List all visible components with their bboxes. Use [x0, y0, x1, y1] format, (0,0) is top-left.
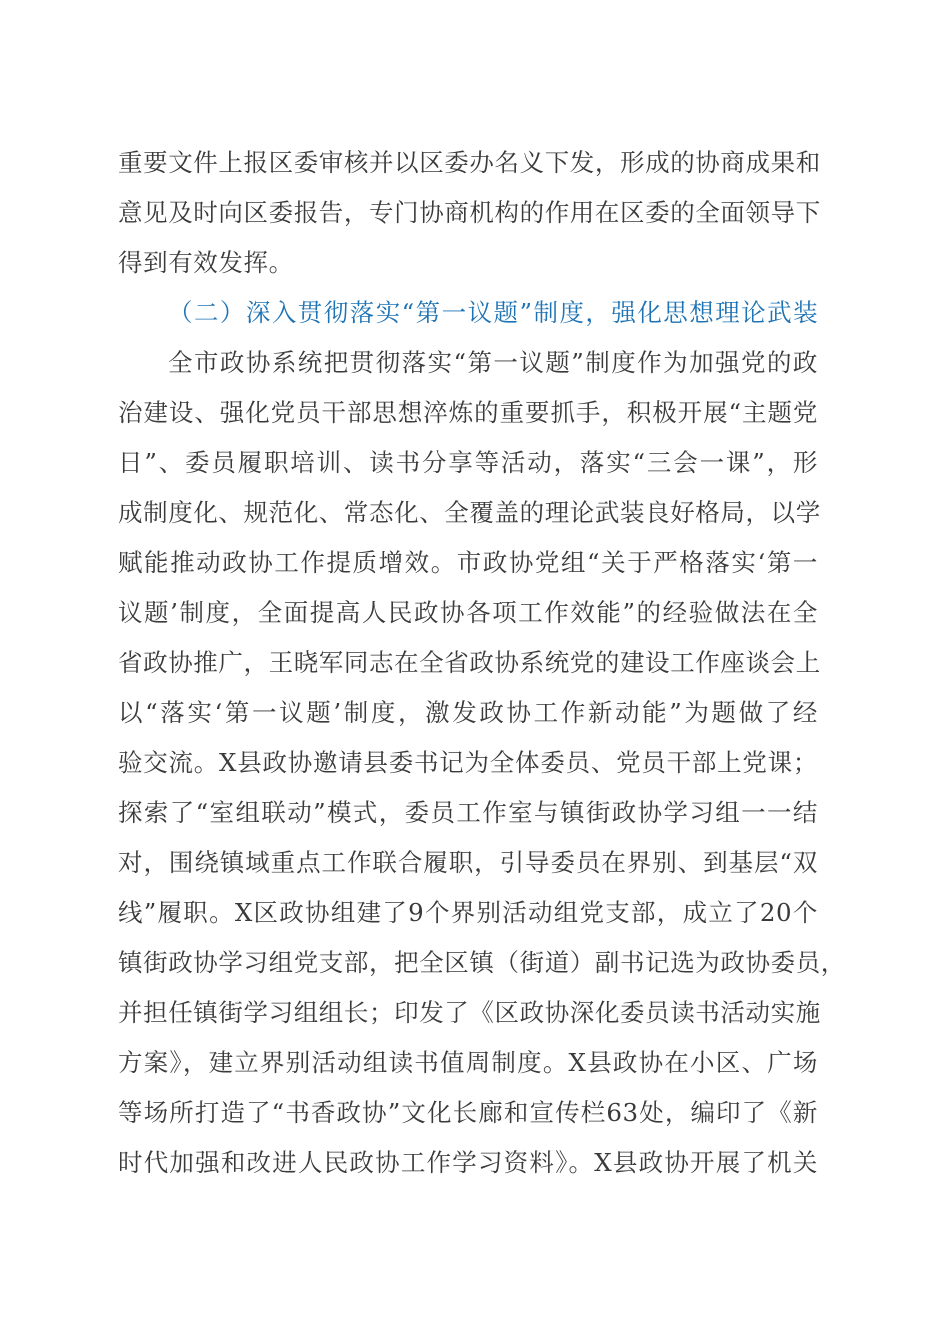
paragraph-line: 时代加强和改进人民政协工作学习资料》。X县政协开展了机关 [118, 1148, 818, 1177]
paragraph-line: 探索了“室组联动”模式，委员工作室与镇街政协学习组一一结 [118, 798, 818, 827]
paragraph-line: 对，围绕镇域重点工作联合履职，引导委员在界别、到基层“双 [118, 848, 818, 877]
paragraph-line: 并担任镇街学习组组长；印发了《区政协深化委员读书活动实施 [118, 998, 821, 1027]
paragraph-line: 省政协推广，王晓军同志在全省政协系统党的建设工作座谈会上 [118, 648, 821, 677]
paragraph-line: 治建设、强化党员干部思想淬炼的重要抓手，积极开展“主题党 [118, 398, 818, 427]
paragraph-line: 镇街政协学习组党支部，把全区镇（街道）副书记选为政协委员， [118, 948, 846, 977]
paragraph-line: 议题’制度，全面提高人民政协各项工作效能”的经验做法在全 [118, 598, 818, 627]
paragraph-line: 得到有效发挥。 [118, 248, 294, 277]
paragraph-line: 以“落实‘第一议题’制度，激发政协工作新动能”为题做了经 [118, 698, 818, 727]
paragraph-line: 成制度化、规范化、常态化、全覆盖的理论武装良好格局，以学 [118, 498, 821, 527]
section-heading: （二）深入贯彻落实“第一议题”制度，强化思想理论武装 [168, 298, 818, 327]
paragraph-line: 验交流。X县政协邀请县委书记为全体委员、党员干部上党课； [118, 748, 818, 777]
paragraph-line: 日”、委员履职培训、读书分享等活动，落实“三会一课”，形 [118, 448, 818, 477]
paragraph-line: 全市政协系统把贯彻落实“第一议题”制度作为加强党的政 [168, 348, 818, 377]
paragraph-line: 方案》，建立界别活动组读书值周制度。X县政协在小区、广场 [118, 1048, 818, 1077]
paragraph-line: 等场所打造了“书香政协”文化长廊和宣传栏63处，编印了《新 [118, 1098, 818, 1127]
paragraph-line: 赋能推动政协工作提质增效。市政协党组“关于严格落实‘第一 [118, 548, 818, 577]
paragraph-line: 意见及时向区委报告，专门协商机构的作用在区委的全面领导下 [118, 198, 821, 227]
paragraph-line: 重要文件上报区委审核并以区委办名义下发，形成的协商成果和 [118, 148, 821, 177]
paragraph-line: 线”履职。X区政协组建了9个界别活动组党支部，成立了20个 [118, 898, 818, 927]
